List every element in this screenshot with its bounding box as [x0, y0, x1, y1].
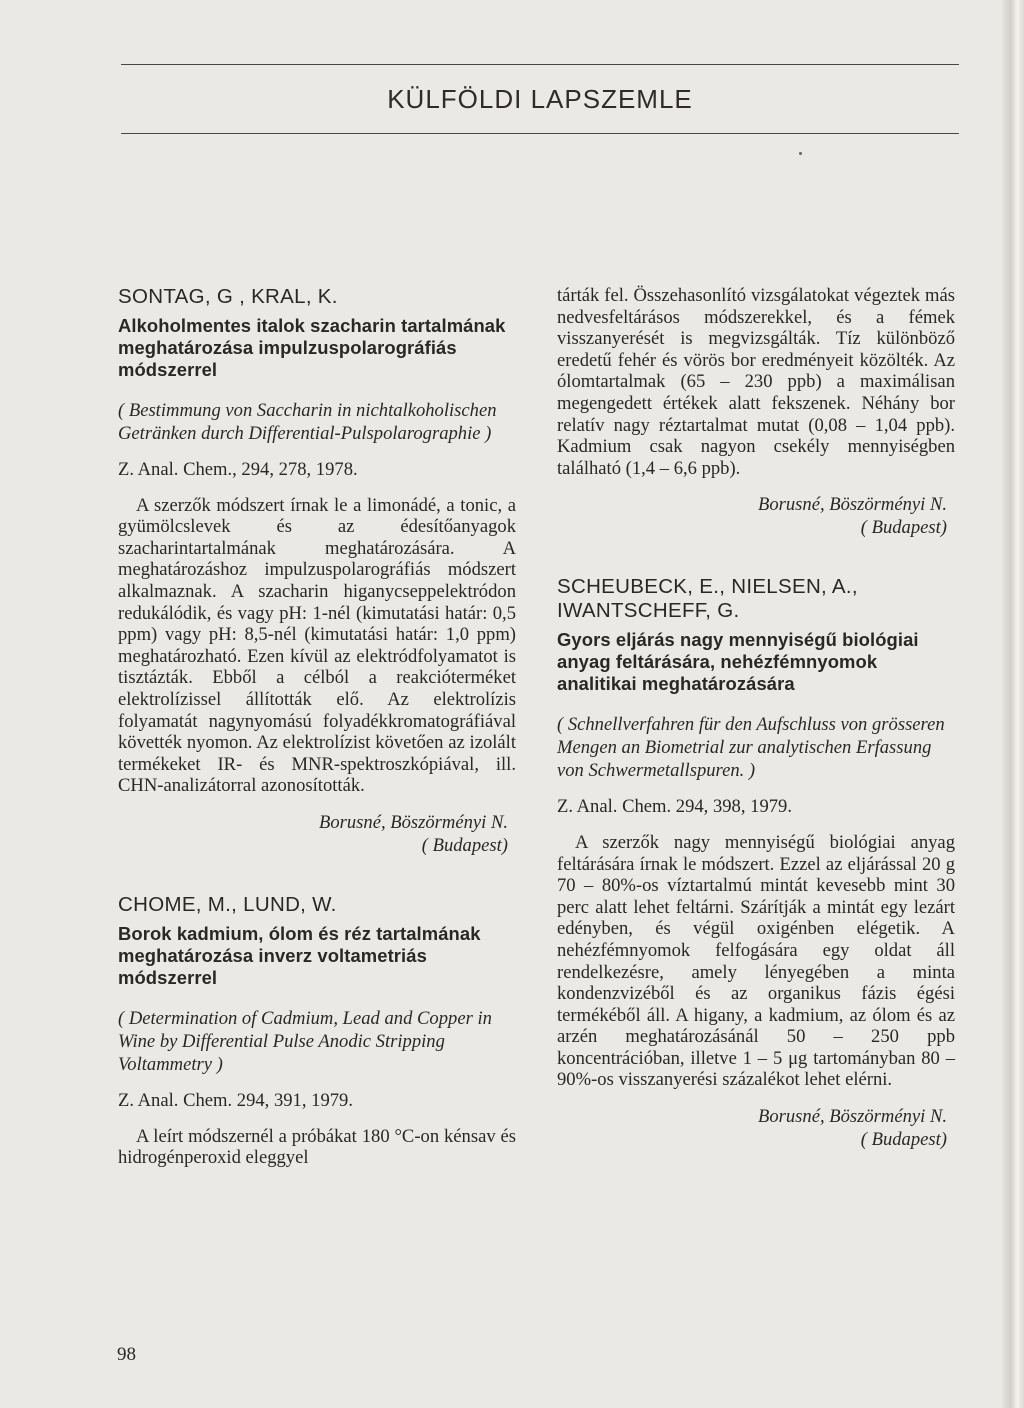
signature-place: ( Budapest)	[421, 834, 508, 856]
article-body: A szerzők nagy mennyiségű biológiai anyag feltárására írnak le módszert. Ezzel az eljárással 20 g 70 – 80%-os víztartalmú mintát kevesebb mint 30 perc alatt lehet feltárni. Szárítják a mintát egy lezárt edényben, és végül oxigénben elégetik. A nehézfémnyomok felfogására egy oldat áll rendelkezésre, amely lényegében a minta kondenzvizéből és az organikus fázis égési termékéből áll. A higany, a kadmium, az ólom és az arzén meghatározásánál 50 – 250 ppb koncentrációban, illetve 1 – 5 μg tartományban 80 – 90%-os visszanyerési százalékot lehet elérni.	[557, 831, 955, 1091]
page-number: 98	[117, 1344, 136, 1365]
article-authors: SCHEUBECK, E., NIELSEN, A., IWANTSCHEFF, G.	[557, 575, 858, 623]
article-signature	[557, 493, 955, 539]
article-body: A szerzők módszert írnak le a limonádé, a tonic, a gyümölcslevek és az édesítőanyagok szacharintartalmának meghatározására. A meghatározáshoz impulzuspolarográfiás módszert alkalmaznak. A szacharin higanycseppelektródon redukálódik, és vagy pH: 1-nél (kimutatási határ: 0,5 ppm) vagy pH: 8,5-nél (kimutatási határ: 1,0 ppm) meghatározható. Ezen kívül az elektródfolyamatot is tisztázták. Ebből a célból a reakcióterméket elektrolízissel állították elő. Az elektrolízis folyamatát nagynyomású folyadékkromatográfiával követték nyomon. Az elektrolízist követően az izolált termékeket IR- és MNR-spektroszkópiával, ill. CHN-analizátorral azonosították.	[118, 494, 516, 797]
article-signature	[118, 811, 516, 857]
article-original-title: ( Determination of Cadmium, Lead and Copper in Wine by Differential Pulse Anodic Stripping Voltammetry )	[118, 1007, 492, 1075]
running-head: KÜLFÖLDI LAPSZEMLE	[387, 84, 693, 114]
article-chome	[118, 893, 516, 1169]
signature-name: Borusné, Böszörményi N.	[757, 1106, 947, 1128]
ink-speck	[799, 152, 802, 155]
header-rule-bottom	[121, 133, 959, 134]
signature-place: ( Budapest)	[860, 517, 947, 539]
column-left	[118, 285, 516, 1169]
article-title: Gyors eljárás nagy mennyiségű biológiai anyag feltárására, nehézfémnyomok analitikai meghatározására	[557, 629, 919, 695]
article-reference: Z. Anal. Chem., 294, 278, 1978.	[118, 459, 358, 480]
article-sontag	[118, 285, 516, 857]
article-original-title: ( Bestimmung von Saccharin in nichtalkoholischen Getränken durch Differential-Pulspolarographie )	[118, 400, 497, 444]
article-reference: Z. Anal. Chem. 294, 398, 1979.	[557, 796, 792, 818]
article-title: Borok kadmium, ólom és réz tartalmának meghatározása inverz voltametriás módszerrel	[118, 922, 481, 988]
article-scheubeck	[557, 575, 955, 1151]
article-authors: CHOME, M., LUND, W.	[118, 892, 337, 916]
article-authors: SONTAG, G , KRAL, K.	[118, 285, 338, 308]
article-original-title: ( Schnellverfahren für den Aufschluss von grösseren Mengen an Biometrial zur analytischen Erfassung von Schwermetallspuren. )	[557, 714, 945, 782]
article-signature	[557, 1105, 955, 1151]
page-edge-shadow	[1002, 0, 1024, 1408]
signature-name: Borusné, Böszörményi N.	[757, 494, 947, 516]
article-reference: Z. Anal. Chem. 294, 391, 1979.	[118, 1089, 353, 1111]
signature-name: Borusné, Böszörményi N.	[318, 811, 508, 833]
header-rule-top	[121, 64, 959, 65]
article-body-part1: A leírt módszernél a próbákat 180 °C-on kénsav és hidrogénperoxid eleggyel	[118, 1125, 516, 1169]
column-right	[557, 285, 955, 1187]
signature-place: ( Budapest)	[860, 1129, 947, 1151]
article-title: Alkoholmentes italok szacharin tartalmának meghatározása impulzuspolarográfiás módszerrel	[118, 315, 506, 380]
article-body-continued: tárták fel. Összehasonlító vizsgálatokat végeztek más nedvesfeltárásos módszerekkel, és a fémek visszanyerését is megvizsgálták. Tíz különböző eredetű fehér és vörös bor eredményeit közölték. Az ólomtartalmak (65 – 230 ppb) a maximálisan megengedett értékek alatt fekszenek. Néhány bor relatív nagy réztartalmat mutat (0,08 – 1,04 ppb). Kadmium csak nagyon csekély mennyiségben található (1,4 – 6,6 ppb).	[557, 285, 955, 479]
